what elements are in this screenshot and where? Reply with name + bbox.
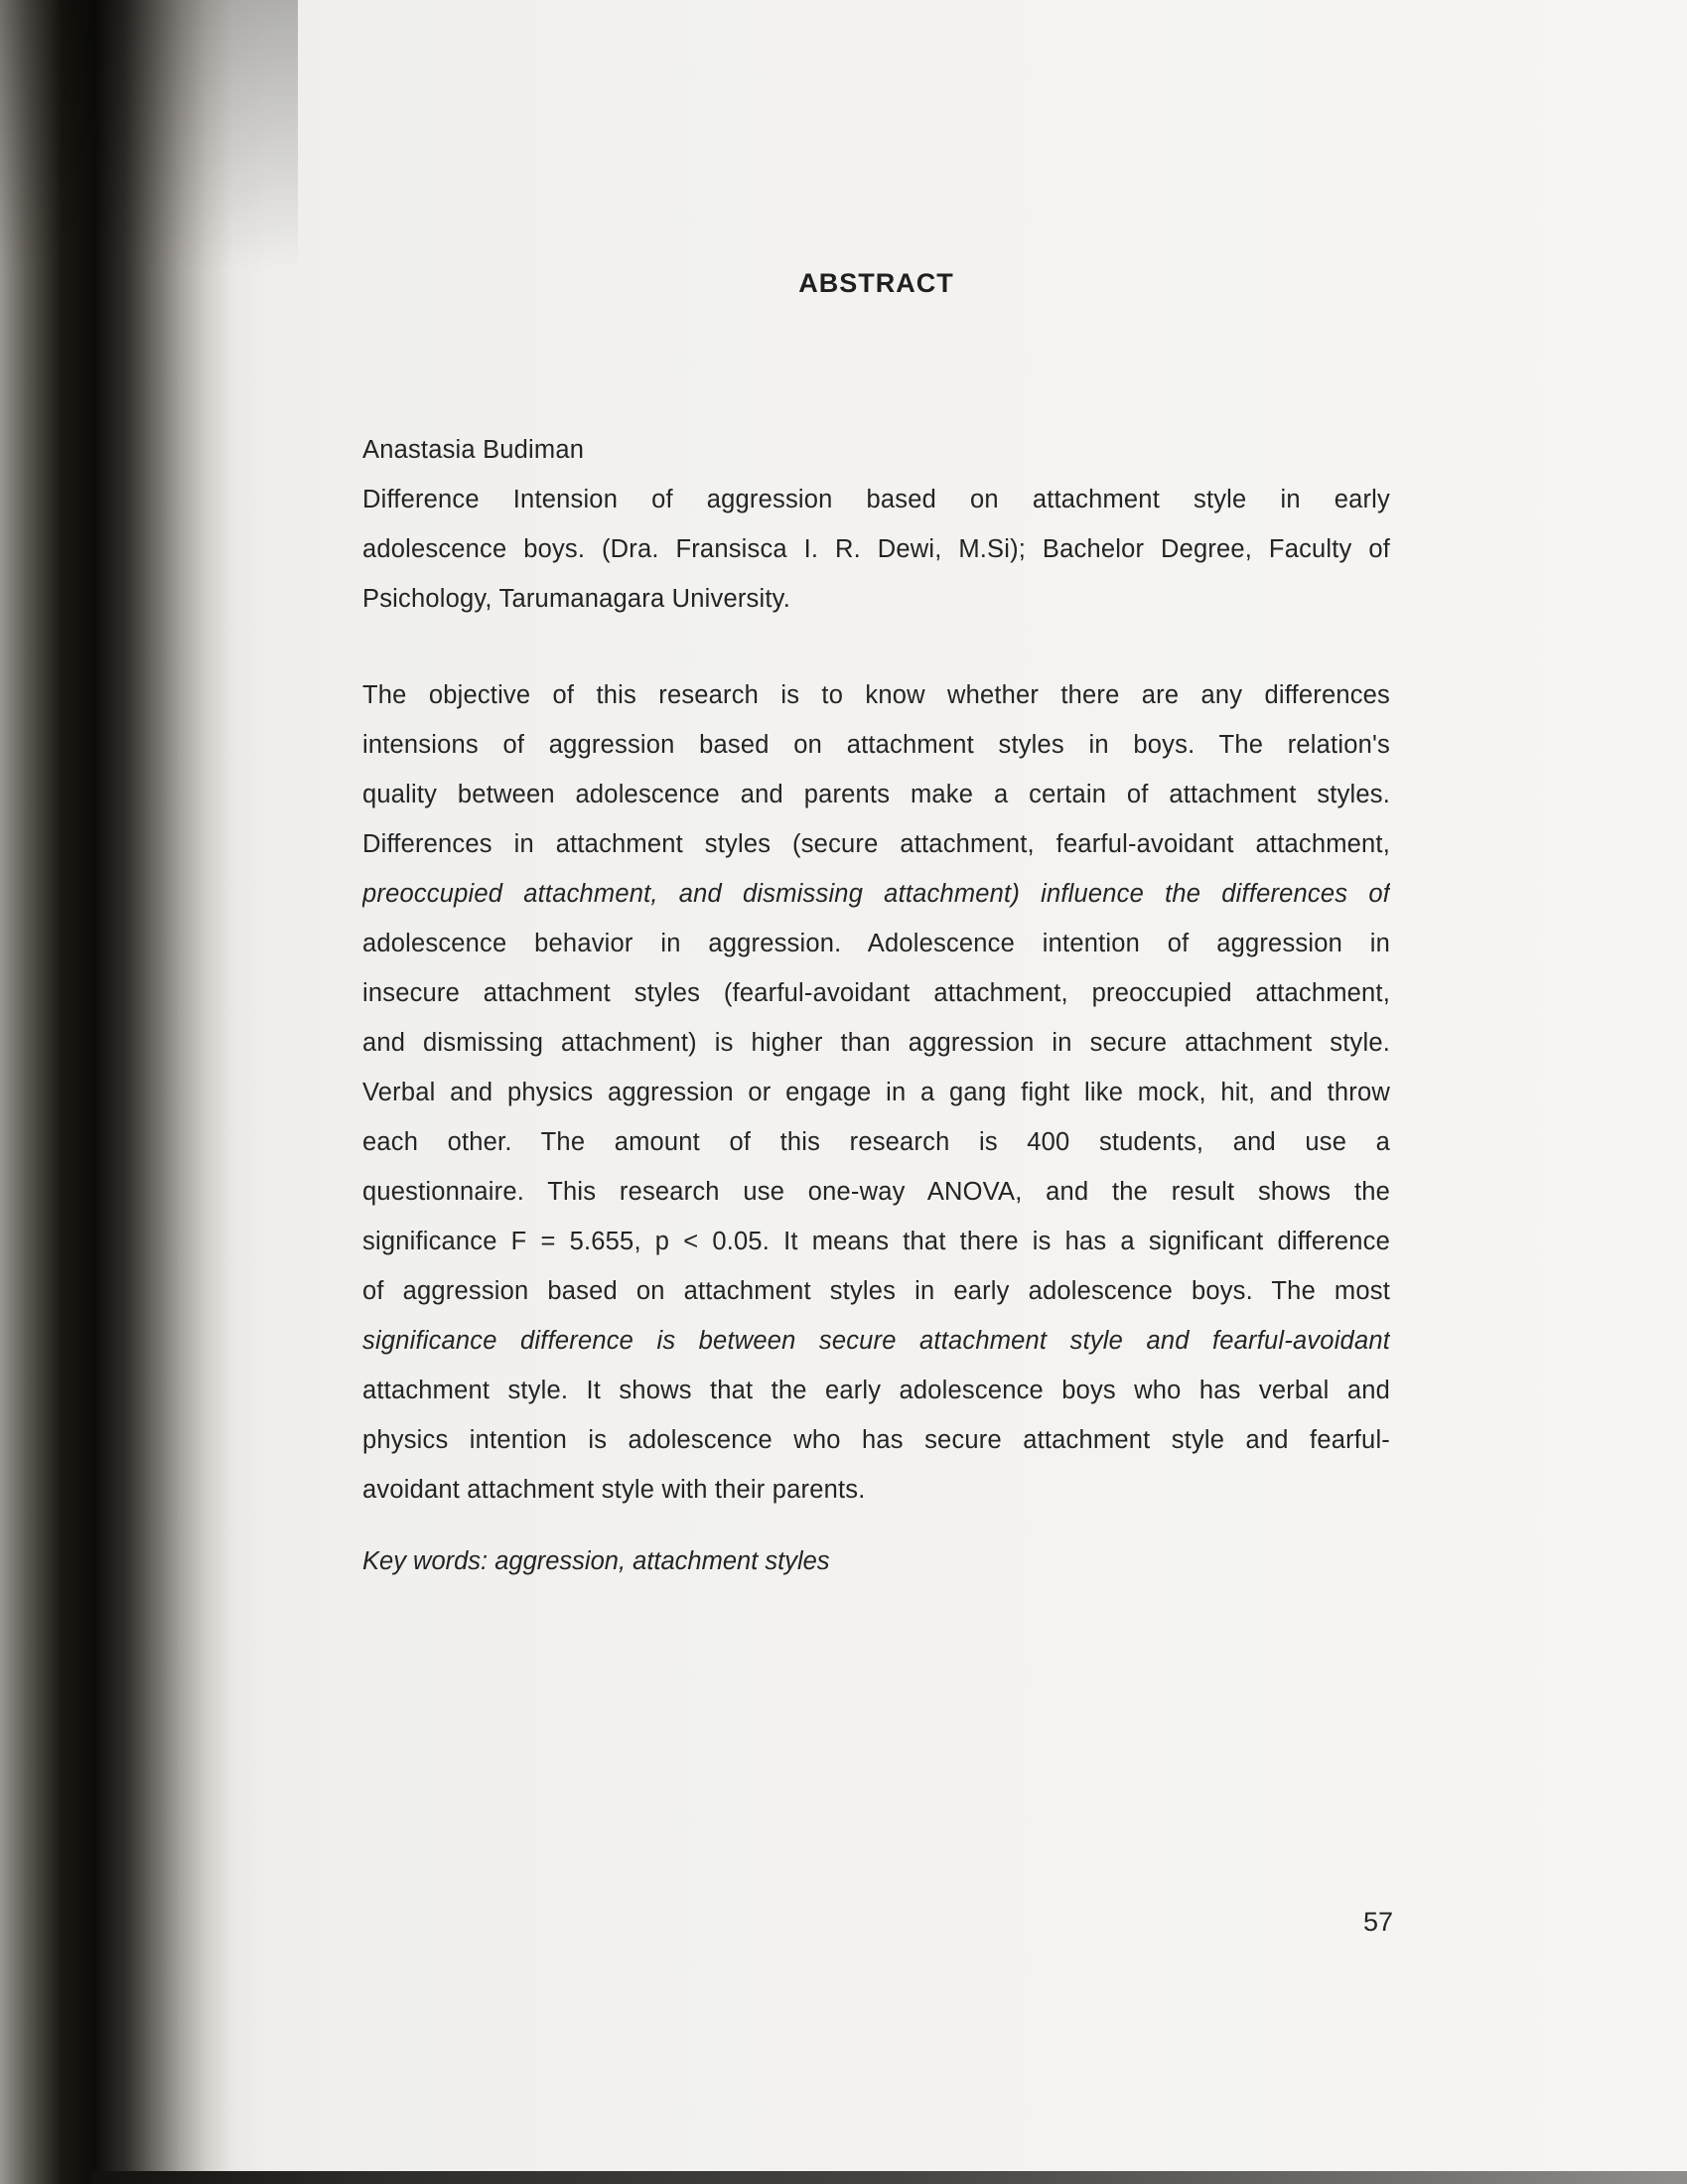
abstract-line: physics intention is adolescence who has secure attachment style and fearful- — [362, 1426, 1390, 1454]
abstract-line: Differences in attachment styles (secure attachment, fearful-avoidant attachment, — [362, 830, 1390, 858]
author-block — [362, 425, 1390, 624]
scan-bottom-edge-shadow — [91, 2171, 1687, 2184]
scan-spine-top-shadow — [0, 0, 298, 318]
abstract-line: questionnaire. This research use one-way ANOVA, and the result shows the — [362, 1178, 1390, 1206]
abstract-line: and dismissing attachment) is higher than aggression in secure attachment style. — [362, 1029, 1390, 1057]
abstract-line: The objective of this research is to know whether there are any differences — [362, 681, 1390, 709]
scan-spine-shadow — [0, 0, 278, 2184]
abstract-line: of aggression based on attachment styles in early adolescence boys. The most — [362, 1277, 1390, 1305]
abstract-line-italic: significance difference is between secure attachment style and fearful-avoidant — [362, 1327, 1390, 1355]
author-name: Anastasia Budiman — [362, 436, 585, 464]
abstract-line-italic: preoccupied attachment, and dismissing attachment) influence the differences of — [362, 880, 1390, 908]
abstract-line: insecure attachment styles (fearful-avoidant attachment, preoccupied attachment, — [362, 979, 1390, 1007]
abstract-line: Verbal and physics aggression or engage in a gang fight like mock, hit, and throw — [362, 1079, 1390, 1106]
abstract-line: significance F = 5.655, p < 0.05. It means that there is has a significant difference — [362, 1228, 1390, 1255]
thesis-title-line: Psichology, Tarumanagara University. — [362, 585, 790, 613]
abstract-line: intensions of aggression based on attachment styles in boys. The relation's — [362, 731, 1390, 759]
abstract-line: adolescence behavior in aggression. Adolescence intention of aggression in — [362, 930, 1390, 957]
keywords-line: Key words: aggression, attachment styles — [362, 1547, 830, 1575]
thesis-title-line: adolescence boys. (Dra. Fransisca I. R. Dewi, M.Si); Bachelor Degree, Faculty of — [362, 535, 1390, 563]
thesis-title-line: Difference Intension of aggression based on attachment style in early — [362, 486, 1390, 513]
abstract-line: attachment style. It shows that the early adolescence boys who has verbal and — [362, 1377, 1390, 1404]
page-number: 57 — [1362, 1907, 1393, 1937]
page-title: ABSTRACT — [798, 268, 954, 298]
abstract-line: quality between adolescence and parents make a certain of attachment styles. — [362, 781, 1390, 808]
abstract-line: avoidant attachment style with their parents. — [362, 1476, 866, 1504]
abstract-line: each other. The amount of this research is 400 students, and use a — [362, 1128, 1390, 1156]
abstract-paragraph — [362, 670, 1390, 1515]
